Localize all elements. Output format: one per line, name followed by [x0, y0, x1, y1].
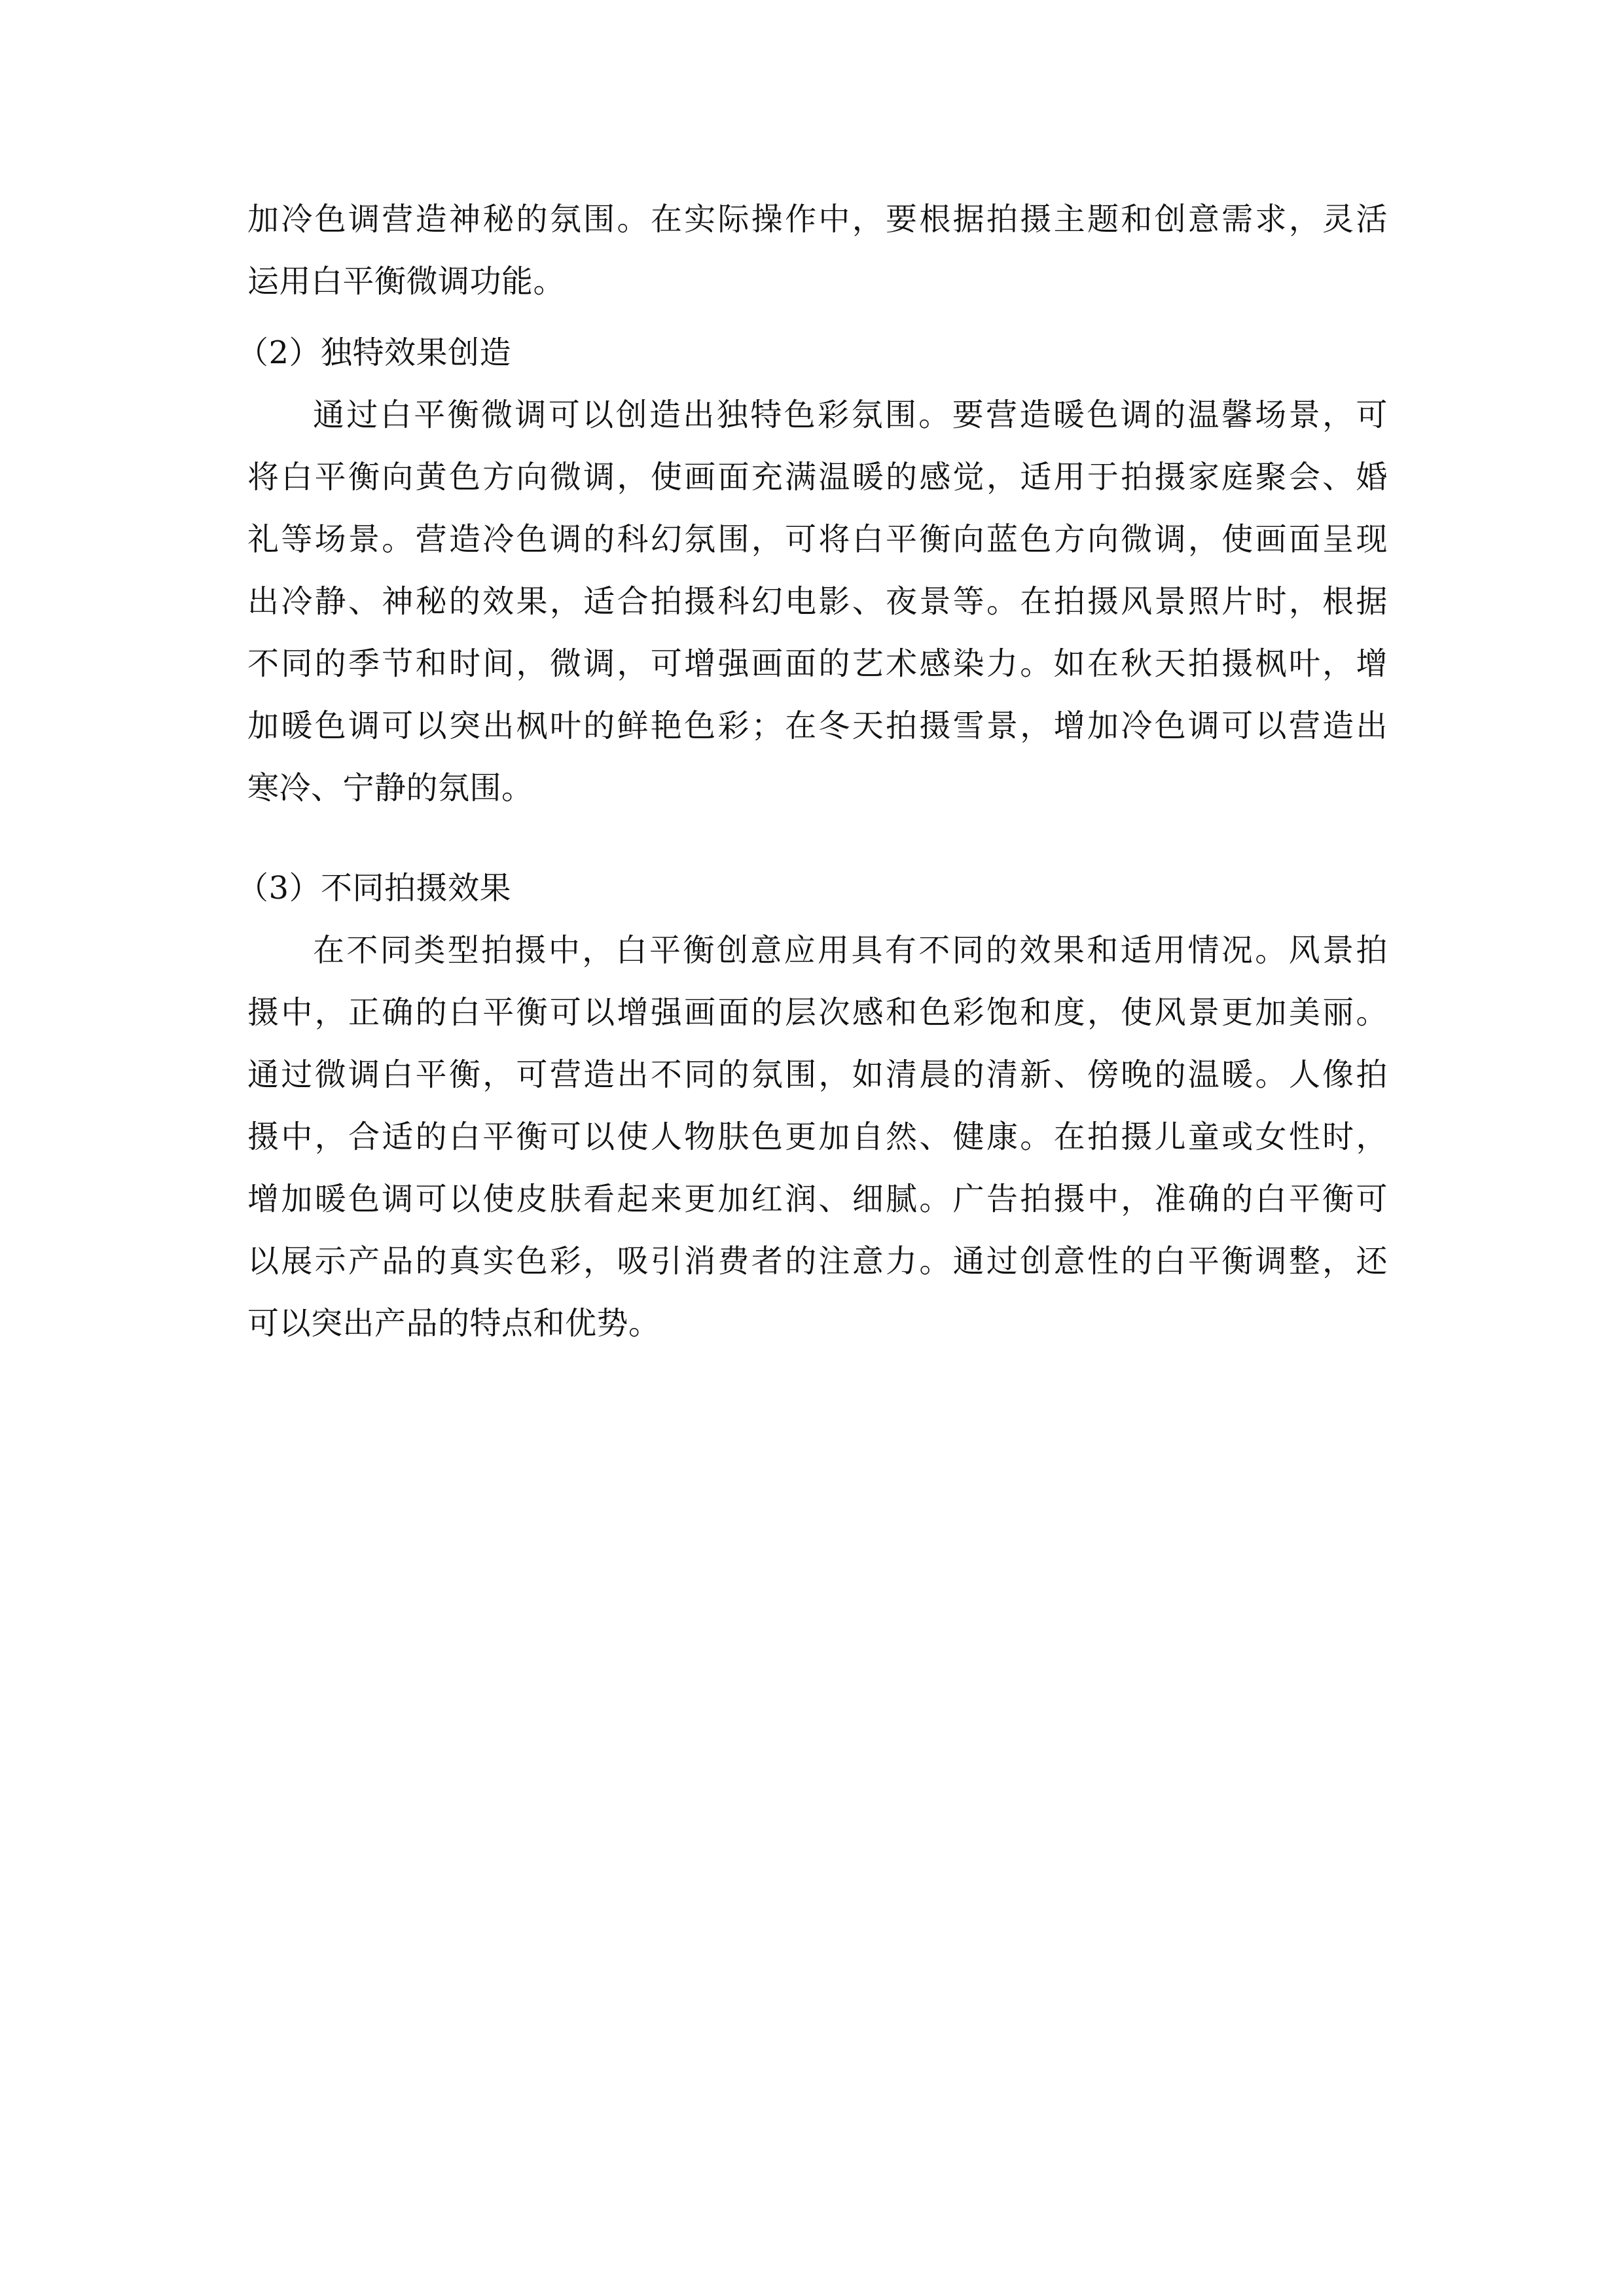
paragraph-line: 运用白平衡微调功能。 — [247, 263, 566, 300]
paragraph-continuation — [247, 188, 1388, 313]
paragraph-line: 加暖色调可以突出枫叶的鲜艳色彩；在冬天拍摄雪景，增加冷色调可以营造出 — [247, 708, 1388, 744]
paragraph-line: 以展示产品的真实色彩，吸引消费者的注意力。通过创意性的白平衡调整，还 — [247, 1243, 1388, 1280]
section-heading: （2）独特效果创造 — [237, 334, 512, 371]
paragraph-line: 出冷静、神秘的效果，适合拍摄科幻电影、夜景等。在拍摄风景照片时，根据 — [247, 583, 1388, 620]
paragraph-line: 摄中，合适的白平衡可以使人物肤色更加自然、健康。在拍摄儿童或女性时， — [247, 1119, 1388, 1155]
paragraph-line: 摄中，正确的白平衡可以增强画面的层次感和色彩饱和度，使风景更加美丽。 — [247, 994, 1388, 1031]
paragraph-line: 加冷色调营造神秘的氛围。在实际操作中，要根据拍摄主题和创意需求，灵活 — [247, 201, 1388, 238]
section-heading: （3）不同拍摄效果 — [237, 870, 512, 906]
paragraph-line: 增加暖色调可以使皮肤看起来更加红润、细腻。广告拍摄中，准确的白平衡可 — [247, 1181, 1388, 1217]
paragraph-line: 通过微调白平衡，可营造出不同的氛围，如清晨的清新、傍晚的温暖。人像拍 — [247, 1056, 1388, 1093]
section-independent-effects — [237, 322, 1388, 819]
section-different-effects — [237, 857, 1388, 1355]
paragraph-line: 将白平衡向黄色方向微调，使画面充满温暖的感觉，适用于拍摄家庭聚会、婚 — [247, 459, 1388, 495]
paragraph-line: 不同的季节和时间，微调，可增强画面的艺术感染力。如在秋天拍摄枫叶，增 — [247, 645, 1388, 682]
paragraph-line: 通过白平衡微调可以创造出独特色彩氛围。要营造暖色调的温馨场景，可 — [313, 397, 1388, 433]
paragraph-line: 在不同类型拍摄中，白平衡创意应用具有不同的效果和适用情况。风景拍 — [313, 932, 1388, 969]
paragraph-line: 礼等场景。营造冷色调的科幻氛围，可将白平衡向蓝色方向微调，使画面呈现 — [247, 521, 1388, 558]
paragraph-line: 可以突出产品的特点和优势。 — [247, 1305, 660, 1342]
paragraph-line: 寒冷、宁静的氛围。 — [247, 770, 533, 806]
